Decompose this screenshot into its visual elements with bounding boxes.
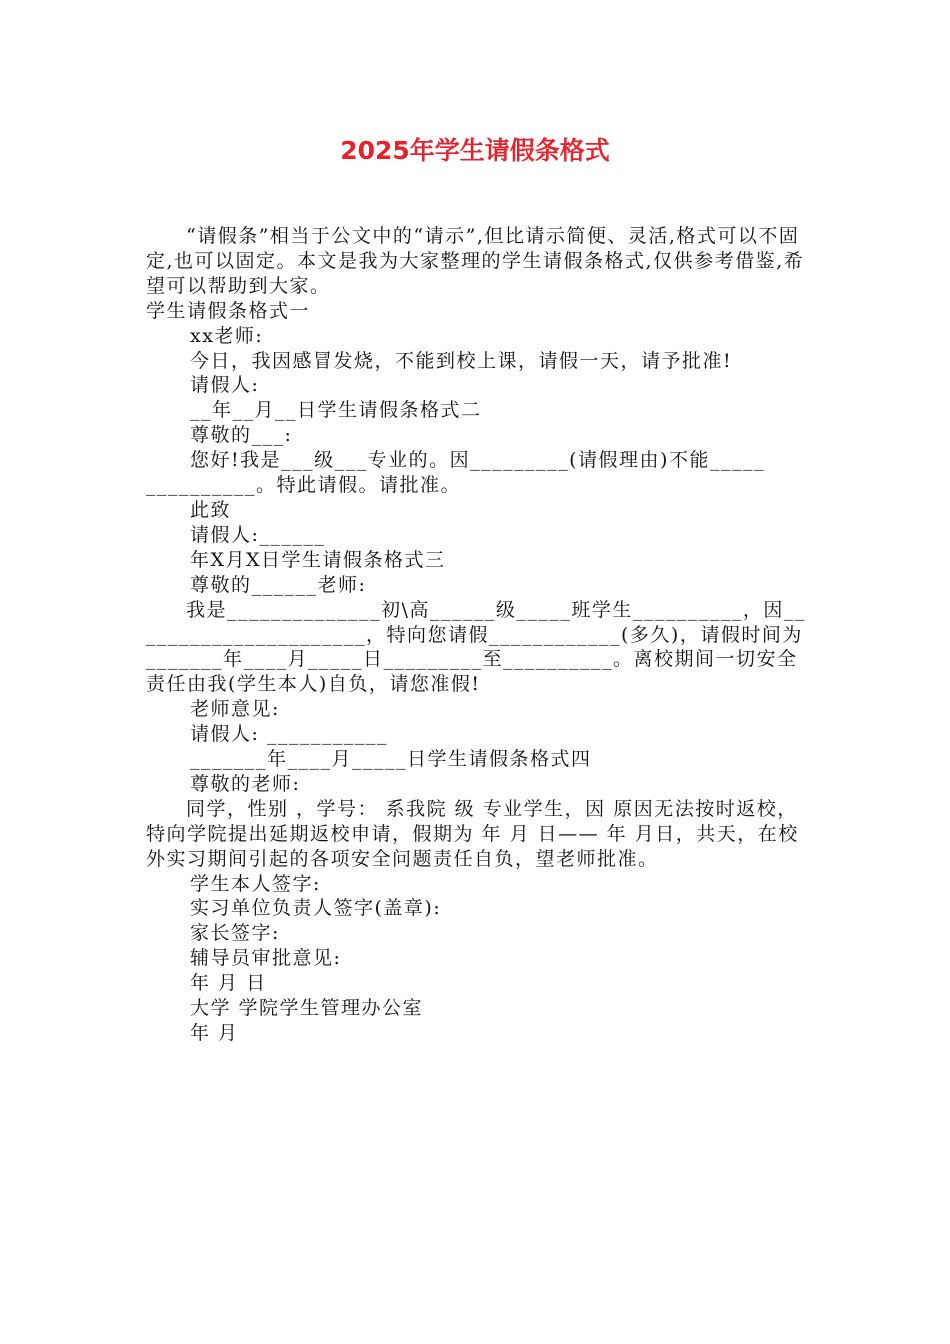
teacher-opinion-line: 老师意见: xyxy=(190,698,280,721)
body-paragraph: 同学，性别 ，学号： 系我院 级 专业学生，因 原因无法按时返校，特向学院提出延期返校申请，假期为 年 月 日—— 年 月日，共天，在校外实习期间引起的各项安全问题责任自负，望老师批准。 xyxy=(146,797,799,870)
date-line: __年__月__日学生请假条格式二 xyxy=(190,399,482,422)
document-title: 2025年学生请假条格式 xyxy=(340,136,610,165)
section-heading-format-1: 学生请假条格式一 xyxy=(146,299,311,322)
intro-paragraph: “请假条”相当于公文中的“请示”,但比请示简便、灵活,格式可以不固定,也可以固定。本文是我为大家整理的学生请假条格式,仅供参考借鉴,希望可以帮助到大家。 xyxy=(146,225,805,297)
date-line: _______年____月_____日学生请假条格式四 xyxy=(190,748,592,771)
counselor-approval-line: 辅导员审批意见: xyxy=(190,947,342,970)
office-line: 大学 学院学生管理办公室 xyxy=(190,997,424,1020)
body-line: 您好!我是___级___专业的。因_________(请假理由)不能_____ xyxy=(190,449,765,472)
closing-line: 此致 xyxy=(190,498,232,521)
salutation: 尊敬的老师: xyxy=(190,772,301,795)
signature-line: 请假人:______ xyxy=(190,523,326,546)
date-line: 年X月X日学生请假条格式三 xyxy=(190,548,446,571)
date-line: 年 月 日 xyxy=(190,972,267,995)
parent-signature-line: 家长签字: xyxy=(190,922,280,945)
body-line: __________。特此请假。请批准。 xyxy=(146,474,462,497)
student-signature-line: 学生本人签字: xyxy=(190,872,321,895)
salutation: xx老师: xyxy=(190,324,264,347)
signature-line: 请假人: xyxy=(190,374,260,397)
internship-signature-line: 实习单位负责人签字(盖章): xyxy=(190,897,442,920)
salutation: 尊敬的______老师: xyxy=(190,573,367,596)
document-body xyxy=(146,224,810,1046)
salutation: 尊敬的___: xyxy=(190,424,293,447)
body-line: 今日，我因感冒发烧，不能到校上课，请假一天，请予批准! xyxy=(190,349,733,372)
signature-line: 请假人: ___________ xyxy=(190,723,388,746)
body-paragraph: 我是______________初\高______级_____班学生__________，因______________________，特向您请假____________(多久)，请假时间为_______年____月_____日_________至__________。离校期间一切安全责任由我(学生本人)自负，请您准假! xyxy=(146,598,806,696)
date-line: 年 月 xyxy=(190,1022,239,1044)
